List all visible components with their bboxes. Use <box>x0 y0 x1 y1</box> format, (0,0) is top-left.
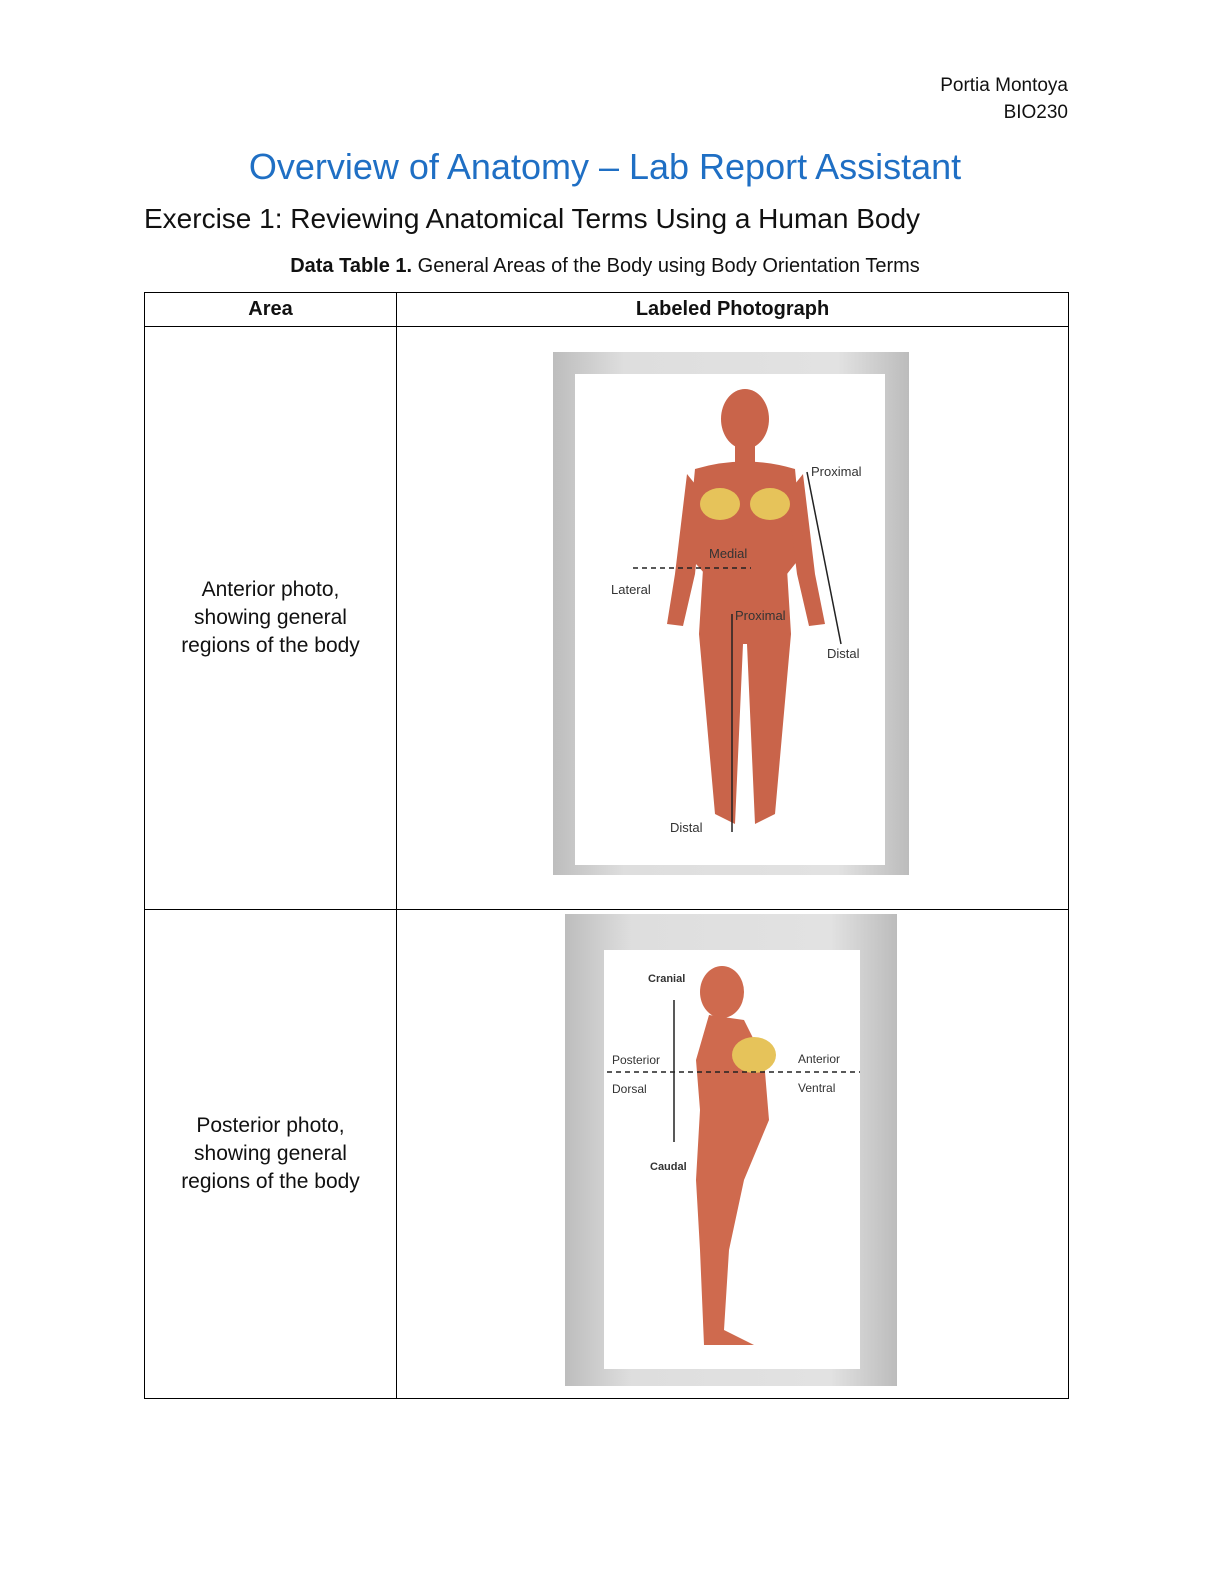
table-caption <box>0 255 1210 278</box>
table-row <box>145 910 1069 1399</box>
label-anterior: Anterior <box>798 1052 841 1066</box>
area-cell: Posterior photo, showing general regions of the body <box>145 910 397 1399</box>
photo-cell <box>397 327 1069 910</box>
caption-label: Data Table 1. <box>290 255 413 277</box>
label-ventral: Ventral <box>798 1081 836 1095</box>
label-posterior: Posterior <box>612 1053 661 1067</box>
label-proximal-arm: Proximal <box>811 464 862 479</box>
table-row <box>145 327 1069 910</box>
document-title: Overview of Anatomy – Lab Report Assistant <box>248 146 962 187</box>
label-distal-arm: Distal <box>827 646 860 661</box>
anterior-figure-illustration <box>575 374 885 865</box>
label-cranial: Cranial <box>648 973 686 985</box>
table-header-row <box>145 293 1069 327</box>
label-medial: Medial <box>709 546 748 561</box>
area-cell: Anterior photo, showing general regions of the body <box>145 327 397 910</box>
header-photo: Labeled Photograph <box>397 293 1069 327</box>
caption-text: General Areas of the Body using Body Orientation Terms <box>412 255 920 277</box>
exercise-heading: Exercise 1: Reviewing Anatomical Terms Using a Human Body <box>144 203 921 234</box>
data-table <box>144 292 1069 1399</box>
course-code: BIO230 <box>1003 102 1068 123</box>
label-proximal-leg: Proximal <box>735 608 786 623</box>
label-caudal: Caudal <box>650 1161 687 1173</box>
label-lateral: Lateral <box>611 582 651 597</box>
header-area: Area <box>145 293 397 327</box>
label-dorsal: Dorsal <box>612 1082 647 1096</box>
lateral-photo <box>565 914 897 1386</box>
label-distal-leg: Distal <box>670 820 703 835</box>
photo-cell <box>397 910 1069 1399</box>
author-block <box>940 72 1068 126</box>
anterior-photo <box>553 352 909 875</box>
author-name: Portia Montoya <box>940 75 1068 96</box>
side-figure-illustration <box>604 950 860 1369</box>
